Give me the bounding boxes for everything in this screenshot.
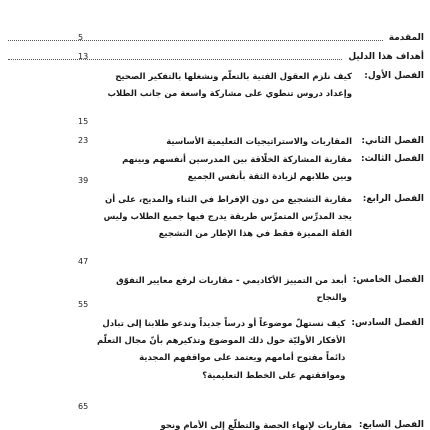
- chapter-7-label: الفصل السابع:: [358, 420, 424, 430]
- chapter-1-page: 15: [78, 117, 89, 126]
- chapter-1-label: الفصل الأول:: [364, 71, 424, 81]
- toc-intro-label: المقدمة: [388, 33, 424, 43]
- dot-leader: [8, 59, 342, 60]
- toc-entry-goals[interactable]: [0, 50, 430, 65]
- chapter-3-title: مقاربة المشاركة الخلّاقة بين المدرسين أنفسهم وبينهم وبين طلابهم لزيادة الثقة بأنفس الجميع: [122, 155, 352, 183]
- toc-goals-page: 13: [78, 52, 89, 61]
- chapter-2-page: 23: [78, 136, 89, 145]
- toc-entry-chapter-3[interactable]: [0, 152, 430, 186]
- toc-entry-chapter-2[interactable]: [0, 134, 430, 151]
- chapter-5-page: 55: [78, 300, 89, 309]
- chapter-1-title: كيف نلزم العقول الفتية بالتعلّم ونشغلها بالتفكير الصحيح وإعداد دروس تنطوي على مشاركة واسعة من جانب الطلاب: [107, 72, 352, 100]
- toc-entry-chapter-4[interactable]: [0, 192, 430, 244]
- toc-entry-chapter-5[interactable]: [0, 273, 430, 307]
- chapter-3-page: 39: [78, 176, 89, 185]
- toc-entry-chapter-7[interactable]: [0, 418, 430, 430]
- chapter-4-page: 47: [78, 257, 89, 266]
- chapter-2-label: الفصل الثاني:: [361, 136, 424, 146]
- chapter-6-title: كيف نستهلّ موضوعاً أو درساً جديداً وندعو طلابنا إلى تبادل الأفكار الأوليّة حول ذلك الموضوع وتذكيرهم بأنّ مجال التعلّم دائماً مفتوح أمامهم ويعتمد على مواقفهم المجدية وموافقتهم على الخطط التعليمية؟: [96, 319, 346, 381]
- chapter-5-label: الفصل الخامس:: [352, 275, 424, 285]
- toc-entry-chapter-1[interactable]: [0, 69, 430, 103]
- dot-leader: [8, 40, 383, 41]
- chapter-6-label: الفصل السادس:: [351, 318, 424, 328]
- toc-entry-intro[interactable]: [0, 31, 430, 46]
- chapter-5-title: أبعد من التمييز الأكاديمي - مقاربات لرفع معايير التفوّق والنجاح: [116, 276, 347, 304]
- toc-entry-chapter-6[interactable]: [0, 316, 430, 385]
- chapter-3-label: الفصل الثالث:: [361, 154, 424, 164]
- chapter-6-page: 65: [78, 402, 89, 411]
- toc-goals-label: أهداف هذا الدليل: [348, 52, 424, 62]
- chapter-2-title: المقاربات والاستراتيجيات التعليمية الأساسية: [166, 137, 352, 147]
- toc-intro-page: 5: [78, 33, 84, 42]
- chapter-4-label: الفصل الرابع:: [362, 194, 424, 204]
- chapter-4-title: مقاربة التشجيع من دون الإفراط في الثناء والمديح، على أن يجد المدرِّس المتمرِّس طريقة يدرج فيها جميع الطلاب وليس القلة المميزة فقط في هذا الإطار من التشجيع: [103, 195, 352, 240]
- chapter-7-title: مقاربات لإنهاء الحصة والتطلّع إلى الأمام ونحو: [160, 421, 352, 430]
